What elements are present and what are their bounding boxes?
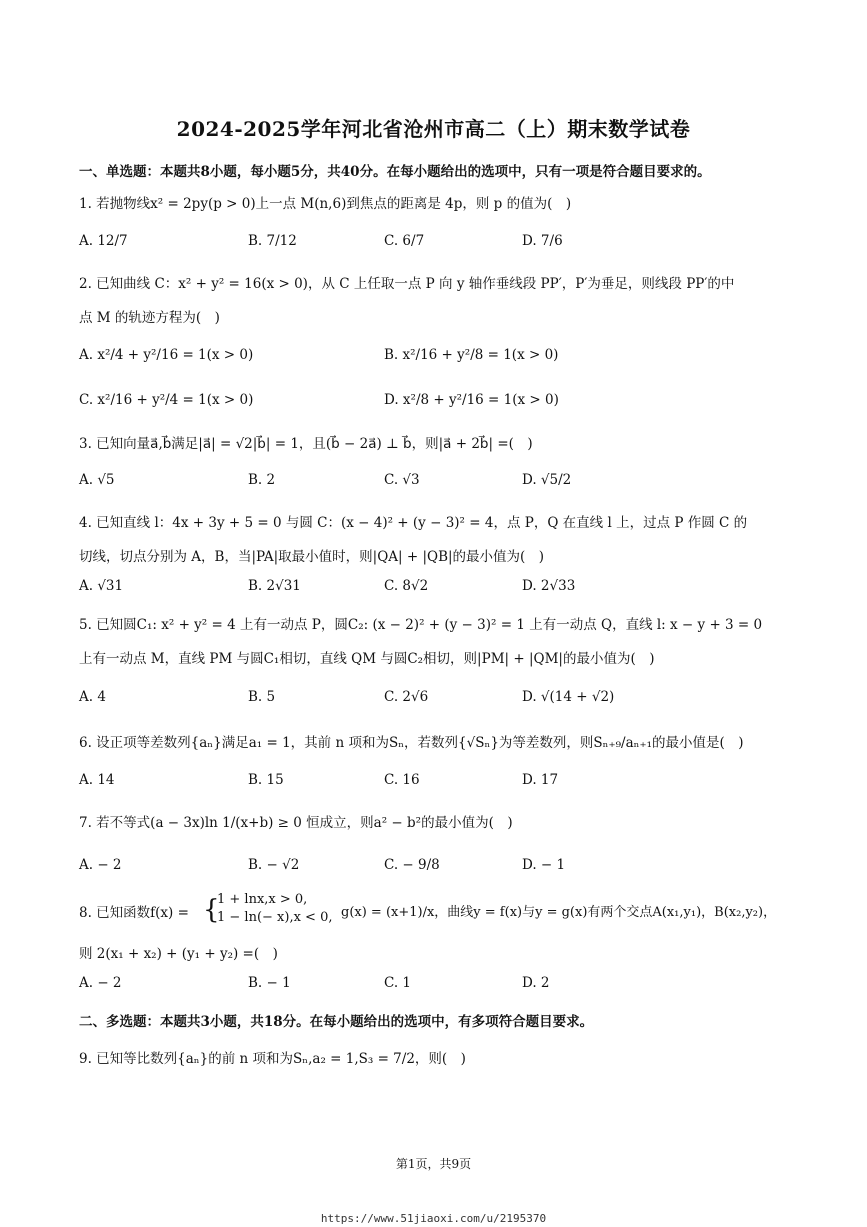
- option-d: D. 7/6: [522, 233, 563, 249]
- option-d: D. − 1: [522, 857, 566, 873]
- option-a: A. − 2: [79, 857, 122, 873]
- question-6-options: [79, 772, 799, 796]
- question-4-line-1: 4. 已知直线 l：4x + 3y + 5 = 0 与圆 C：(x − 4)² + (y − 3)² = 4，点 P，Q 在直线 l 上，过点 P 作圆 C 的: [79, 515, 748, 531]
- option-a: A. 4: [79, 689, 106, 705]
- question-4-line-2: 切线，切点分别为 A，B，当|PA|取最小值时，则|QA| + |QB|的最小值为( ): [79, 549, 545, 565]
- question-2-line-2: 点 M 的轨迹方程为( ): [79, 310, 220, 326]
- question-3: 3. 已知向量a⃗,b⃗满足|a⃗| = √2|b⃗| = 1，且(b⃗ − 2a⃗) ⊥ b⃗，则|a⃗ + 2b⃗| =( ): [79, 436, 533, 452]
- option-b: B. 5: [248, 689, 276, 705]
- option-b: B. x²/16 + y²/8 = 1(x > 0): [384, 347, 559, 363]
- option-a: A. √5: [79, 472, 115, 488]
- option-b: B. 2: [248, 472, 276, 488]
- brace-symbol: {: [203, 895, 220, 925]
- page-footer: 第1页，共9页: [395, 1157, 472, 1171]
- option-b: B. 2√31: [248, 578, 301, 594]
- piecewise-case-1: 1 + lnx,x > 0,: [217, 892, 308, 907]
- option-c: C. − 9/8: [384, 857, 440, 873]
- option-d: D. √(14 + √2): [522, 689, 615, 705]
- question-8-stem: 8. 已知函数f(x) =: [79, 905, 189, 921]
- option-d: D. x²/8 + y²/16 = 1(x > 0): [384, 392, 559, 408]
- page-title: 2024-2025学年河北省沧州市高二（上）期末数学试卷: [176, 117, 691, 141]
- option-b: B. 15: [248, 772, 284, 788]
- question-1: 1. 若抛物线x² = 2py(p > 0)上一点 M(n,6)到焦点的距离是 4p，则 p 的值为( ): [79, 196, 572, 212]
- option-a: A. x²/4 + y²/16 = 1(x > 0): [79, 347, 254, 363]
- option-a: A. 14: [79, 772, 115, 788]
- option-b: B. − √2: [248, 857, 300, 873]
- option-d: D. 2: [522, 975, 550, 991]
- question-2-options-row-2: [79, 392, 799, 416]
- option-d: D. 2√33: [522, 578, 576, 594]
- option-c: C. 8√2: [384, 578, 429, 594]
- question-6: 6. 设正项等差数列{aₙ}满足a₁ = 1，其前 n 项和为Sₙ，若数列{√Sₙ}为等差数列，则Sₙ₊₉/aₙ₊₁的最小值是( ): [79, 735, 744, 751]
- question-7: 7. 若不等式(a − 3x)ln 1/(x+b) ≥ 0 恒成立，则a² − b²的最小值为( ): [79, 815, 513, 831]
- piecewise-case-2: 1 − ln(− x),x < 0,: [217, 910, 333, 925]
- option-b: B. 7/12: [248, 233, 297, 249]
- option-d: D. 17: [522, 772, 559, 788]
- option-a: A. √31: [79, 578, 124, 594]
- option-a: A. 12/7: [79, 233, 128, 249]
- option-c: C. 1: [384, 975, 412, 991]
- question-8-line-1: [79, 892, 809, 929]
- question-5-line-2: 上有一动点 M，直线 PM 与圆C₁相切，直线 QM 与圆C₂相切，则|PM| + |QM|的最小值为( ): [79, 651, 655, 667]
- question-9: 9. 已知等比数列{aₙ}的前 n 项和为Sₙ,a₂ = 1,S₃ = 7/2，则( ): [79, 1051, 466, 1067]
- option-d: D. √5/2: [522, 472, 572, 488]
- question-8-options: [79, 975, 799, 999]
- option-b: B. − 1: [248, 975, 291, 991]
- option-c: C. x²/16 + y²/4 = 1(x > 0): [79, 392, 254, 408]
- question-4-options: [79, 578, 799, 602]
- option-c: C. √3: [384, 472, 420, 488]
- question-2-options-row-1: [79, 347, 799, 371]
- option-a: A. − 2: [79, 975, 122, 991]
- question-8-line-2: 则 2(x₁ + x₂) + (y₁ + y₂) =( ): [79, 946, 278, 962]
- question-5-line-1: 5. 已知圆C₁: x² + y² = 4 上有一动点 P，圆C₂: (x − 2)² + (y − 3)² = 1 上有一动点 Q，直线 l: x − y + 3 = 0: [79, 617, 763, 633]
- question-7-options: [79, 857, 799, 881]
- question-8-continuation: g(x) = (x+1)/x，曲线y = f(x)与y = g(x)有两个交点A(x₁,y₁)，B(x₂,y₂)，: [341, 905, 777, 920]
- question-5-options: [79, 689, 799, 713]
- question-3-options: [79, 472, 799, 496]
- option-c: C. 6/7: [384, 233, 425, 249]
- option-c: C. 2√6: [384, 689, 429, 705]
- section-heading-single-choice: 一、单选题：本题共8小题，每小题5分，共40分。在每小题给出的选项中，只有一项是符合题目要求的。: [79, 164, 711, 180]
- option-c: C. 16: [384, 772, 420, 788]
- question-1-options: [79, 233, 799, 257]
- watermark-url: https://www.51jiaoxi.com/u/2195370: [320, 1212, 547, 1225]
- section-heading-multiple-choice: 二、多选题：本题共3小题，共18分。在每小题给出的选项中，有多项符合题目要求。: [79, 1014, 594, 1030]
- question-2-line-1: 2. 已知曲线 C：x² + y² = 16(x > 0)，从 C 上任取一点 P 向 y 轴作垂线段 PP′，P′为垂足，则线段 PP′的中: [79, 276, 735, 292]
